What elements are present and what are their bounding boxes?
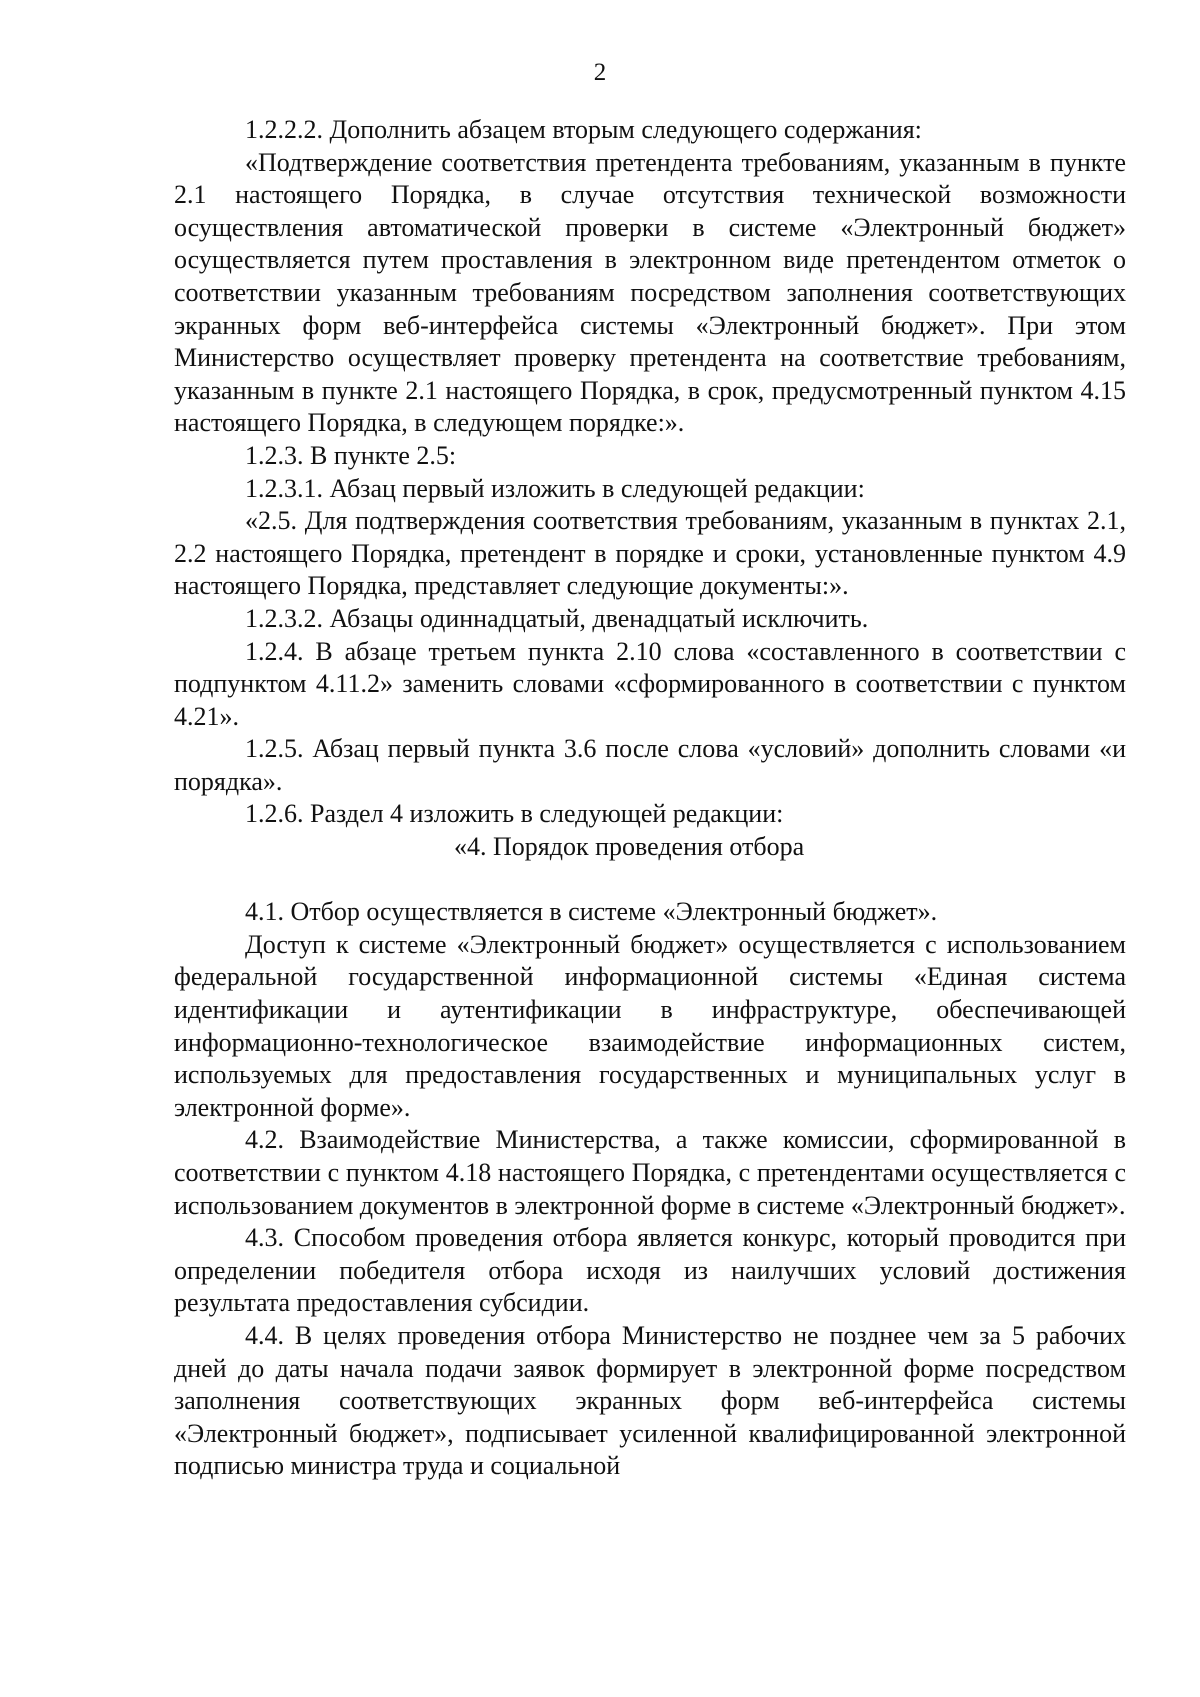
paragraph-1-2-5: 1.2.5. Абзац первый пункта 3.6 после слова «условий» дополнить словами «и порядка». [174,734,1126,796]
paragraph-1-2-6: 1.2.6. Раздел 4 изложить в следующей редакции: [245,799,784,829]
paragraph-4-4: 4.4. В целях проведения отбора Министерство не позднее чем за 5 рабочих дней до даты начала подачи заявок формирует в электронной форме посредством заполнения соответствующих экранных форм веб-интерфейса системы «Электронный бюджет», подписывает усиленной квалифицированной электронной подписью министра труда и социальной [174,1320,1126,1481]
paragraph-1-2-3-1: 1.2.3.1. Абзац первый изложить в следующей редакции: [245,473,865,503]
paragraph-1-2-3-2: 1.2.3.2. Абзацы одиннадцатый, двенадцатый исключить. [245,603,869,633]
section-4-heading: «4. Порядок проведения отбора [454,832,805,862]
paragraph-4-3: 4.3. Способом проведения отбора является конкурс, который проводится при определении победителя отбора исходя из наилучших условий достижения результата предоставления субсидии. [174,1223,1126,1318]
paragraph-1-2-4: 1.2.4. В абзаце третьем пункта 2.10 слова «составленного в соответствии с подпунктом 4.11.2» заменить словами «сформированного в соответствии с пунктом 4.21». [174,636,1126,731]
document-body [174,114,1126,1483]
paragraph-4-1: 4.1. Отбор осуществляется в системе «Электронный бюджет». [245,897,938,927]
blank-line [174,864,1126,897]
paragraph-access: Доступ к системе «Электронный бюджет» осуществляется с использованием федеральной государственной информационной системы «Единая система идентификации и аутентификации в инфраструктуре, обеспечивающей информационно-технологическое взаимодействие информационных систем, используемых для предоставления государственных и муниципальных услуг в электронной форме». [174,929,1126,1122]
paragraph-quoted-2-5: «2.5. Для подтверждения соответствия требованиям, указанным в пунктах 2.1, 2.2 настоящего Порядка, претендент в порядке и сроки, установленные пунктом 4.9 настоящего Порядка, представляет следующие документы:». [174,506,1126,601]
paragraph-4-2: 4.2. Взаимодействие Министерства, а также комиссии, сформированной в соответствии с пунктом 4.18 настоящего Порядка, с претендентами осуществляется с использованием документов в электронной форме в системе «Электронный бюджет». [174,1125,1126,1220]
paragraph-quoted-confirmation: «Подтверждение соответствия претендента требованиям, указанным в пункте 2.1 настоящего Порядка, в случае отсутствия технической возможности осуществления автоматической проверки в системе «Электронный бюджет» осуществляется путем проставления в электронном виде претендентом отметок о соответствии указанным требованиям посредством заполнения соответствующих экранных форм веб-интерфейса системы «Электронный бюджет». При этом Министерство осуществляет проверку претендента на соответствие требованиям, указанным в пункте 2.1 настоящего Порядка, в срок, предусмотренный пунктом 4.15 настоящего Порядка, в следующем порядке:». [174,147,1126,438]
paragraph-1-2-3: 1.2.3. В пункте 2.5: [245,440,457,470]
page-number: 2 [593,59,607,86]
paragraph-1-2-2-2: 1.2.2.2. Дополнить абзацем вторым следующего содержания: [245,115,922,144]
